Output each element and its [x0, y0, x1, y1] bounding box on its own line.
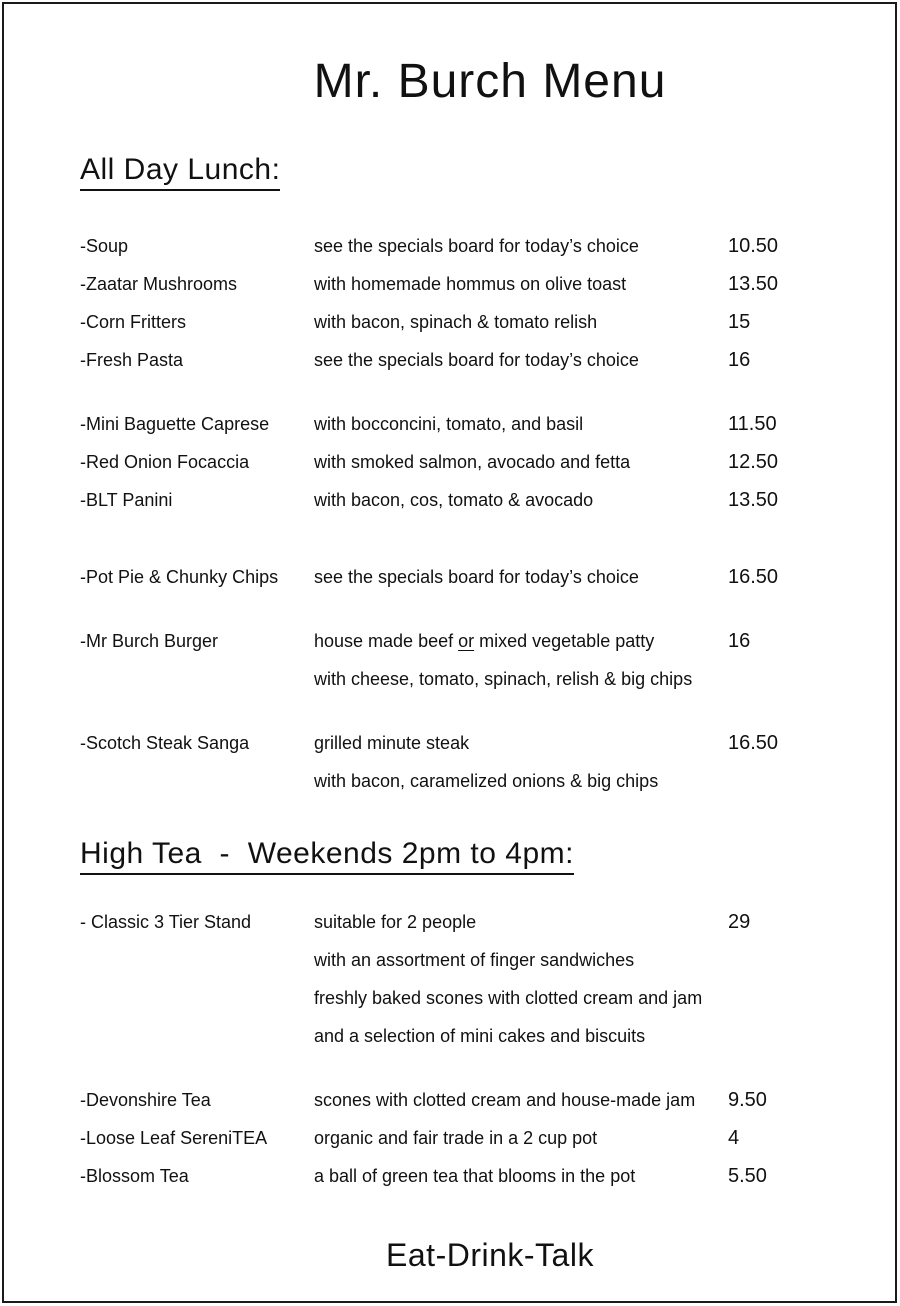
section-high-tea [80, 836, 900, 876]
menu-item-row [80, 405, 900, 443]
item-price: 16 [728, 630, 751, 652]
menu-item-row [80, 558, 900, 596]
item-name: -BLT Panini [80, 490, 173, 510]
item-price: 13.50 [728, 489, 779, 511]
item-price: 11.50 [728, 413, 777, 435]
item-name-empty [80, 660, 314, 698]
item-desc-line2: with cheese, tomato, spinach, relish & big chips [314, 669, 693, 689]
item-price-empty [728, 1017, 900, 1055]
item-desc: with bocconcini, tomato, and basil [314, 414, 584, 434]
item-desc: see the specials board for today’s choice [314, 567, 639, 587]
lunch-group-pie [80, 558, 900, 596]
lunch-group-breads [80, 405, 900, 519]
menu-item-continuation-row [80, 1017, 900, 1055]
item-desc: with bacon, spinach & tomato relish [314, 312, 598, 332]
lunch-group-starters [80, 227, 900, 379]
menu-item-row [80, 1119, 900, 1157]
item-price: 16.50 [728, 732, 779, 754]
item-price-empty [728, 941, 900, 979]
section-heading-lunch: All Day Lunch: [80, 152, 280, 191]
item-desc: see the specials board for today’s choice [314, 350, 639, 370]
item-name: -Mini Baguette Caprese [80, 414, 270, 434]
item-name: -Pot Pie & Chunky Chips [80, 567, 279, 587]
menu-title: Mr. Burch Menu [313, 55, 667, 108]
item-name: -Scotch Steak Sanga [80, 733, 250, 753]
item-price: 5.50 [728, 1165, 767, 1187]
item-price: 29 [728, 911, 751, 933]
item-price: 4 [728, 1127, 740, 1149]
item-desc: grilled minute steak [314, 733, 470, 753]
item-name: -Mr Burch Burger [80, 631, 219, 651]
item-desc: with smoked salmon, avocado and fetta [314, 452, 631, 472]
menu-item-continuation-row [80, 941, 900, 979]
menu-item-row [80, 303, 900, 341]
item-price: 12.50 [728, 451, 779, 473]
footer-tagline: Eat-Drink-Talk [386, 1237, 594, 1273]
item-price: 10.50 [728, 235, 779, 257]
tea-group-stand [80, 903, 900, 1055]
menu-item-row [80, 622, 900, 660]
item-desc: with bacon, cos, tomato & avocado [314, 490, 594, 510]
item-name-empty [80, 762, 314, 800]
item-name: -Zaatar Mushrooms [80, 274, 238, 294]
menu-item-continuation-row [80, 762, 900, 800]
item-name: -Devonshire Tea [80, 1090, 211, 1110]
menu-item-row [80, 1081, 900, 1119]
item-name: -Corn Fritters [80, 312, 187, 332]
menu-item-row [80, 265, 900, 303]
item-name: -Red Onion Focaccia [80, 452, 250, 472]
menu-item-continuation-row [80, 660, 900, 698]
menu-item-continuation-row [80, 979, 900, 1017]
desc-part-pre: house made beef [314, 631, 459, 651]
item-desc: scones with clotted cream and house-made jam [314, 1090, 696, 1110]
item-price-empty [728, 979, 900, 1017]
item-name: - Classic 3 Tier Stand [80, 912, 252, 932]
section-heading-high-tea: High Tea - Weekends 2pm to 4pm: [80, 836, 574, 875]
item-desc-line2: with an assortment of finger sandwiches [314, 950, 635, 970]
menu-content [0, 56, 900, 1277]
item-name: -Soup [80, 236, 129, 256]
item-name-empty [80, 941, 314, 979]
item-desc-line4: and a selection of mini cakes and biscuits [314, 1026, 646, 1046]
item-desc: a ball of green tea that blooms in the pot [314, 1166, 636, 1186]
tea-group-teas [80, 1081, 900, 1195]
item-name: -Fresh Pasta [80, 350, 184, 370]
item-price: 16.50 [728, 566, 779, 588]
item-desc [314, 622, 728, 660]
menu-item-row [80, 227, 900, 265]
item-desc: see the specials board for today’s choice [314, 236, 639, 256]
item-desc-line2: with bacon, caramelized onions & big chips [314, 771, 659, 791]
item-desc: with homemade hommus on olive toast [314, 274, 627, 294]
item-price: 15 [728, 311, 751, 333]
item-desc: suitable for 2 people [314, 912, 477, 932]
item-name-empty [80, 1017, 314, 1055]
item-price: 16 [728, 349, 751, 371]
item-desc: organic and fair trade in a 2 cup pot [314, 1128, 598, 1148]
menu-item-row [80, 903, 900, 941]
lunch-group-burger [80, 622, 900, 698]
item-price-empty [728, 660, 900, 698]
menu-item-row [80, 1157, 900, 1195]
menu-item-row [80, 724, 900, 762]
desc-part-post: mixed vegetable patty [474, 631, 655, 651]
menu-item-row [80, 341, 900, 379]
desc-part-or-underlined: or [458, 631, 475, 651]
lunch-group-steak-sanga [80, 724, 900, 800]
menu-item-row [80, 481, 900, 519]
item-price-empty [728, 762, 900, 800]
item-name: -Loose Leaf SereniTEA [80, 1128, 268, 1148]
menu-item-row [80, 443, 900, 481]
item-name: -Blossom Tea [80, 1166, 189, 1186]
section-all-day-lunch [80, 152, 900, 192]
item-price: 9.50 [728, 1089, 767, 1111]
item-desc-line3: freshly baked scones with clotted cream and jam [314, 988, 703, 1008]
item-name-empty [80, 979, 314, 1017]
item-price: 13.50 [728, 273, 779, 295]
